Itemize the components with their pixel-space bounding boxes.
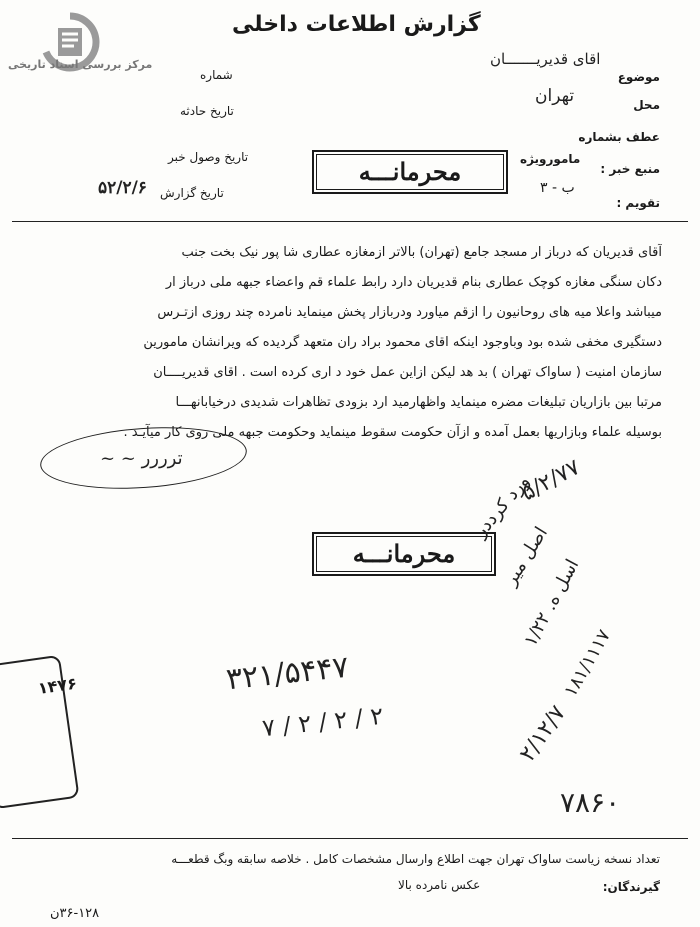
footer-recipients-label: گیرندگان: xyxy=(602,880,660,894)
received-date-label: تاریخ وصول خبر xyxy=(168,150,249,164)
calendar-value: ب - ۳ xyxy=(540,180,575,196)
handwritten-note-line1: ورد کرددر xyxy=(470,471,534,542)
margin-box-text: ۱۴۷۶ xyxy=(36,673,79,698)
report-date-label: تاریخ گزارش xyxy=(160,186,224,200)
confidential-stamp-top: محرمانـــه xyxy=(312,150,508,194)
report-date-value: ۵۲/۲/۶ xyxy=(98,178,147,198)
handwritten-note-line3: اسل ه. ۱/۲۲ xyxy=(520,555,584,650)
body-line: مرتبا بین بازاریان تبلیغات مضره مینماید واظهارمید ارد بزودی تظاهرات شدیدی درخیابانهـــا xyxy=(175,395,662,410)
ellipse-scribble: ترررر ~ ~ xyxy=(100,448,183,469)
body-line: دستگیری مخفی شده بود وباوجود اینکه اقای محمود براد ران متعهد گردیده که ویرانشان مامورین xyxy=(143,335,662,350)
footer-divider xyxy=(12,838,688,839)
footer-recipients-value: عکس نامرده بالا xyxy=(398,878,481,892)
handwritten-note-line4: ۱۸۱/۱۱۱۷ xyxy=(560,626,616,701)
footer-copies-line: تعداد نسخه زیاست ساواک تهران جهت اطلاع وارسال مشخصات کامل . خلاصه سابقه وبگ قطعـــه xyxy=(171,852,660,866)
handwritten-bottom-number: ۷۸۶۰ xyxy=(560,786,621,819)
location-value: تهران xyxy=(535,86,575,106)
body-line: آقای قدیریان که درباز ار مسجد جامع (تهران) بالاتر ازمغازه عطاری شا پور نیک بخت جنب xyxy=(181,245,662,260)
margin-stamp-box xyxy=(0,655,80,810)
source-value: مامورویژه xyxy=(520,152,581,166)
location-label: محل xyxy=(633,98,660,112)
form-code: ۳۶-۱۲۸ن xyxy=(50,906,100,921)
archive-logo-caption: مرکز بررسی اسناد تاریخی xyxy=(8,58,153,71)
number-label: شماره xyxy=(200,68,233,82)
subject-value: اقای قدیریـــــــان xyxy=(490,50,601,68)
source-label: منبع خبر : xyxy=(600,162,660,176)
handwritten-file-sub: ۷ / ۲ / ۲ / ۲ xyxy=(260,701,385,743)
handwritten-top-note: ۵/۲/۷۷ xyxy=(517,454,585,507)
handwritten-file-number: ۳۲۱/۵۴۴۷ xyxy=(224,649,351,698)
body-line: دکان سنگی مغازه کوچک عطاری بنام قدیریان دارد رابط علماء قم واعضاء جبهه ملی درباز ار xyxy=(165,275,662,290)
body-line: سازمان امنیت ( ساواک تهران ) بد هد لیکن ازاین عمل خود د اری کرده است . اقای قدیریــــان xyxy=(153,365,662,380)
handwritten-note-line2: اصل میر xyxy=(500,523,553,590)
page-title: گزارش اطلاعات داخلی xyxy=(232,12,481,37)
body-line: بوسیله علماء وبازاریها بعمل آمده و ازآن حکومت سقوط مینماید وحکومت جبهه ملی روی کار میآیـد . xyxy=(123,425,662,440)
reference-number-label: عطف بشماره xyxy=(578,130,660,144)
confidential-stamp-middle: محرمانـــه xyxy=(312,532,496,576)
handwritten-note-line5: ۲/۱۲/۷ xyxy=(515,701,572,767)
calendar-label: تقویم : xyxy=(616,196,660,210)
body-line: میباشد واعلا میه های روحانیون را ازقم میاورد ودربازار پخش مینماید نامرده چند روزی ازتـرس xyxy=(157,305,662,320)
header-divider xyxy=(12,221,688,222)
subject-label: موضوع xyxy=(617,70,660,84)
incident-date-label: تاریخ حادثه xyxy=(180,104,234,118)
report-body xyxy=(32,238,662,448)
